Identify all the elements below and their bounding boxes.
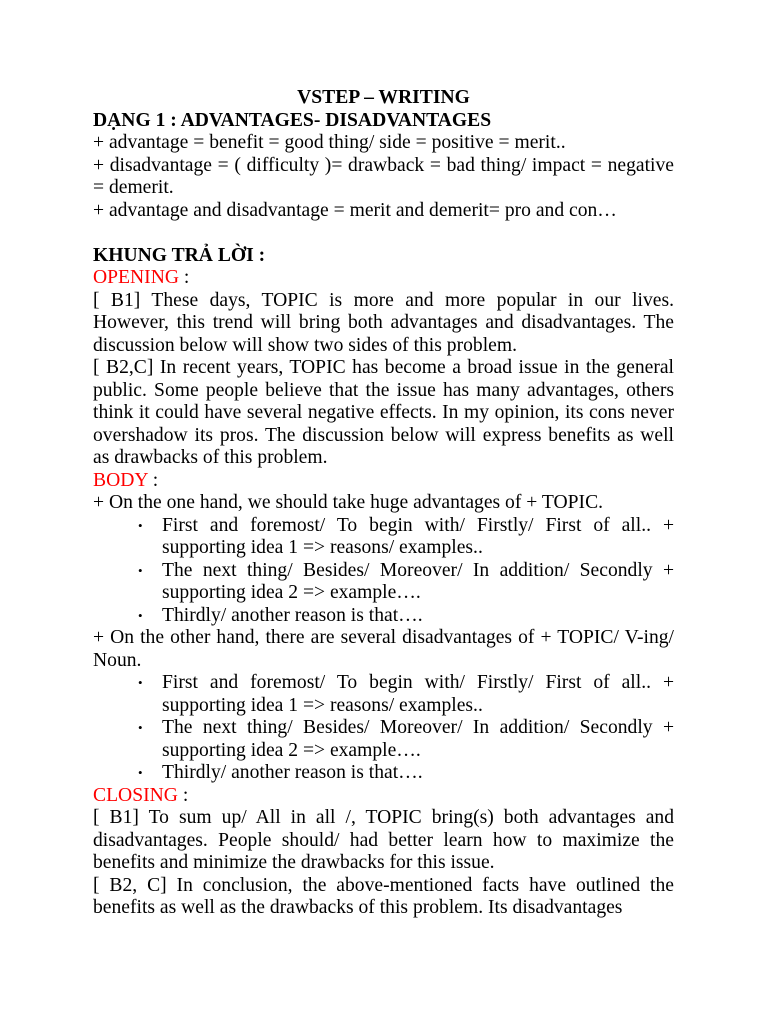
list-item-text: Thirdly/ another reason is that…. [162, 762, 423, 783]
opening-label: OPENING [93, 267, 179, 288]
closing-colon: : [177, 784, 189, 806]
list-item [93, 515, 674, 560]
bullet-icon: • [138, 675, 143, 690]
opening-paragraph-b2: [ B2,C] In recent years, TOPIC has become a broad issue in the general public. Some people believe that the issue has many advantages, others think it could have several negative effects. In my opinion, its cons never overshadow its pros. The discussion below will express benefits as well as drawbacks of this problem. [93, 357, 674, 468]
framework-heading: KHUNG TRẢ LỜI : [93, 244, 266, 266]
body-label: BODY [93, 469, 148, 491]
body-colon: : [147, 469, 159, 491]
list-item [93, 672, 674, 717]
bullet-icon: • [138, 517, 143, 533]
list-item [93, 762, 674, 785]
bullet-icon: • [138, 720, 143, 735]
definition-pro-con: + advantage and disadvantage = merit and demerit= pro and con… [93, 199, 617, 221]
advantages-list [93, 515, 674, 628]
document-title: VSTEP – WRITING [297, 87, 470, 108]
opening-colon: : [179, 267, 190, 288]
disadvantages-intro: + On the other hand, there are several disadvantages of + TOPIC/ V-ing/ Noun. [93, 627, 674, 671]
list-item [93, 560, 674, 605]
advantages-intro: + On the one hand, we should take huge advantages of + TOPIC. [93, 492, 604, 513]
definition-advantage: + advantage = benefit = good thing/ side = positive = merit.. [93, 132, 566, 153]
bullet-icon: • [138, 765, 143, 780]
spacer [93, 222, 674, 245]
list-item-text: First and foremost/ To begin with/ Firstly/ First of all.. + supporting idea 1 => reasons/ examples.. [162, 514, 674, 558]
closing-label: CLOSING [93, 784, 178, 806]
document-body [93, 87, 674, 920]
list-item-text: The next thing/ Besides/ Moreover/ In addition/ Secondly + supporting idea 2 => example…. [162, 559, 674, 603]
list-item-text: The next thing/ Besides/ Moreover/ In addition/ Secondly + supporting idea 2 => example…. [162, 717, 674, 761]
closing-heading [93, 785, 674, 808]
definition-disadvantage: + disadvantage = ( difficulty )= drawback = bad thing/ impact = negative = demerit. [93, 154, 674, 198]
disadvantages-list [93, 672, 674, 785]
closing-paragraph-b1: [ B1] To sum up/ All in all /, TOPIC bring(s) both advantages and disadvantages. People should/ had better learn how to maximize the benefits and minimize the drawbacks for this issue. [93, 807, 674, 873]
list-item-text: First and foremost/ To begin with/ Firstly/ First of all.. + supporting idea 1 => reasons/ examples.. [162, 672, 674, 716]
body-heading [93, 470, 674, 493]
opening-paragraph-b1: [ B1] These days, TOPIC is more and more popular in our lives. However, this trend will bring both advantages and disadvantages. The discussion below will show two sides of this problem. [93, 289, 674, 356]
bullet-icon: • [138, 607, 143, 623]
list-item [93, 717, 674, 762]
type-heading: DẠNG 1 : ADVANTAGES- DISADVANTAGES [93, 109, 492, 131]
opening-heading [93, 267, 674, 290]
closing-paragraph-b2: [ B2, C] In conclusion, the above-mentioned facts have outlined the benefits as well as the drawbacks of this problem. Its disadvantages [93, 874, 674, 918]
list-item-text: Thirdly/ another reason is that…. [162, 604, 423, 626]
list-item [93, 605, 674, 628]
bullet-icon: • [138, 562, 143, 578]
